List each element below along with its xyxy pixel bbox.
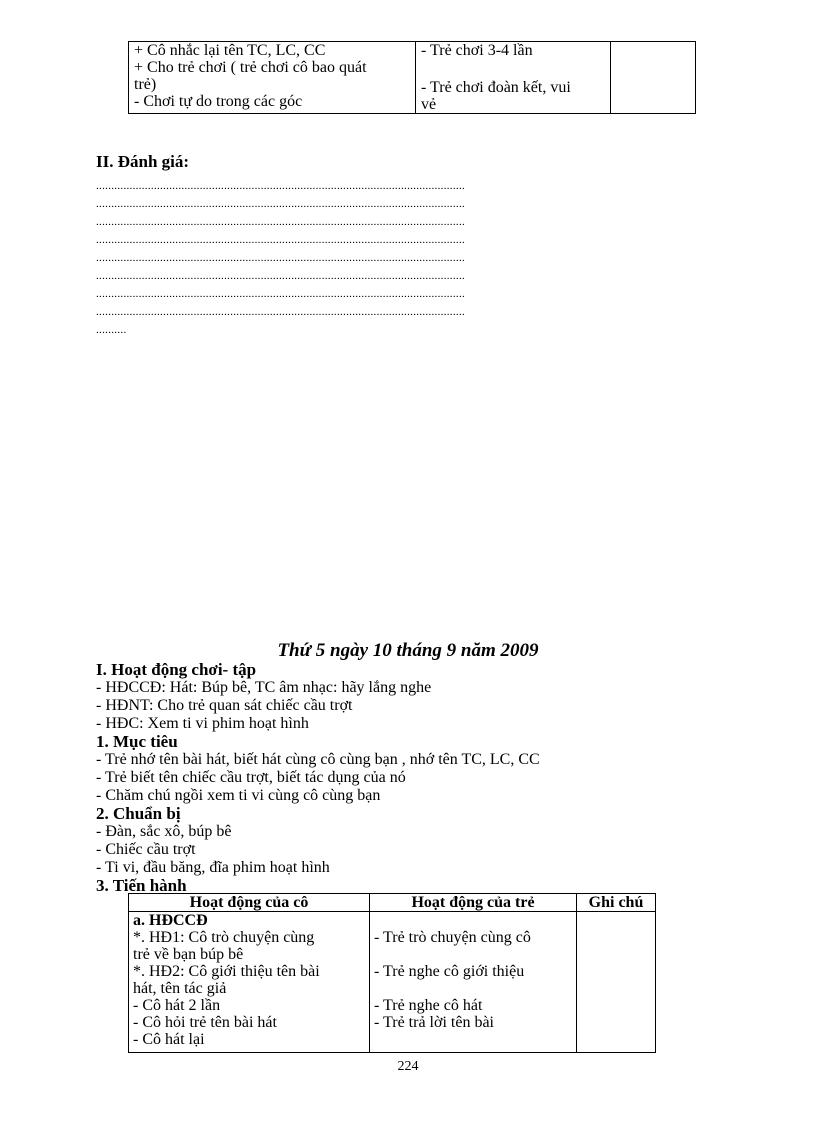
teacher-line: hát, tên tác giả xyxy=(133,980,227,997)
children-line: - Trẻ trả lời tên bài xyxy=(374,1014,494,1031)
teacher-line: *. HĐ1: Cô trò chuyện cùng xyxy=(133,929,315,946)
dotted-line: ......................................................................................................................... xyxy=(96,288,466,300)
teacher-line: *. HĐ2: Cô giới thiệu tên bài xyxy=(133,963,320,980)
page-number: 224 xyxy=(397,1059,419,1074)
prep-item: - Ti vi, đầu băng, đĩa phim hoạt hình xyxy=(96,859,330,876)
teacher-line: trẻ về bạn búp bê xyxy=(133,946,244,963)
children-line: - Trẻ chơi đoàn kết, vui xyxy=(421,79,571,96)
dotted-line: ......................................................................................................................... xyxy=(96,198,466,210)
activity-table-bottom xyxy=(128,893,656,1053)
children-line: - Trẻ trò chuyện cùng cô xyxy=(374,929,531,946)
process-heading: 3. Tiến hành xyxy=(96,876,187,895)
teacher-line: - Cô hát 2 lần xyxy=(133,997,221,1014)
teacher-activity-cell xyxy=(129,42,416,114)
evaluation-heading: II. Đánh giá: xyxy=(96,152,190,171)
prep-heading: 2. Chuẩn bị xyxy=(96,804,181,823)
teacher-line: trẻ) xyxy=(134,76,157,93)
children-line: - Trẻ chơi 3-4 lần xyxy=(421,42,533,59)
dotted-line: ......................................................................................................................... xyxy=(96,216,466,228)
teacher-line: + Cho trẻ chơi ( trẻ chơi cô bao quát xyxy=(134,59,367,76)
dotted-line: ......................................................................................................................... xyxy=(96,270,466,282)
header-children: Hoạt động của trẻ xyxy=(370,894,577,912)
notes-cell xyxy=(577,912,656,1053)
day-title: Thứ 5 ngày 10 tháng 9 năm 2009 xyxy=(277,640,539,661)
dotted-line: ......................................................................................................................... xyxy=(96,180,466,192)
dotted-line: ......................................................................................................................... xyxy=(96,252,466,264)
teacher-line: - Cô hỏi trẻ tên bài hát xyxy=(133,1014,277,1031)
evaluation-dotted-lines xyxy=(96,177,576,339)
teacher-line: - Cô hát lại xyxy=(133,1031,205,1048)
activity-item: - HĐCCĐ: Hát: Búp bê, TC âm nhạc: hãy lắng nghe xyxy=(96,679,432,696)
activity-heading: I. Hoạt động chơi- tập xyxy=(96,660,257,679)
children-activity-cell xyxy=(370,912,577,1053)
header-teacher: Hoạt động của cô xyxy=(129,894,370,912)
dotted-line: ......................................................................................................................... xyxy=(96,234,466,246)
teacher-line: + Cô nhắc lại tên TC, LC, CC xyxy=(134,42,326,59)
children-line: - Trẻ nghe cô hát xyxy=(374,997,483,1014)
teacher-line: - Chơi tự do trong các góc xyxy=(134,93,303,110)
goal-item: - Trẻ biết tên chiếc cầu trợt, biết tác dụng của nó xyxy=(96,769,406,786)
children-activity-cell xyxy=(416,42,611,114)
activity-item: - HĐC: Xem ti vi phim hoạt hình xyxy=(96,715,309,732)
notes-cell xyxy=(611,42,696,114)
dotted-line-short: .......... xyxy=(96,324,127,336)
prep-item: - Chiếc cầu trợt xyxy=(96,841,196,858)
activity-item: - HĐNT: Cho trẻ quan sát chiếc cầu trợt xyxy=(96,697,353,714)
lesson-body xyxy=(96,661,540,895)
children-line: vẻ xyxy=(421,96,437,113)
teacher-activity-cell xyxy=(129,912,370,1053)
prep-item: - Đàn, sắc xô, búp bê xyxy=(96,823,232,840)
children-line: - Trẻ nghe cô giới thiệu xyxy=(374,963,525,980)
goal-item: - Chăm chú ngồi xem ti vi cùng cô cùng bạn xyxy=(96,787,381,804)
dotted-line: ......................................................................................................................... xyxy=(96,306,466,318)
header-notes: Ghi chú xyxy=(577,894,656,912)
goal-item: - Trẻ nhớ tên bài hát, biết hát cùng cô cùng bạn , nhớ tên TC, LC, CC xyxy=(96,751,540,768)
activity-table-top xyxy=(128,41,696,114)
teacher-line: a. HĐCCĐ xyxy=(133,912,208,929)
goals-heading: 1. Mục tiêu xyxy=(96,732,178,751)
